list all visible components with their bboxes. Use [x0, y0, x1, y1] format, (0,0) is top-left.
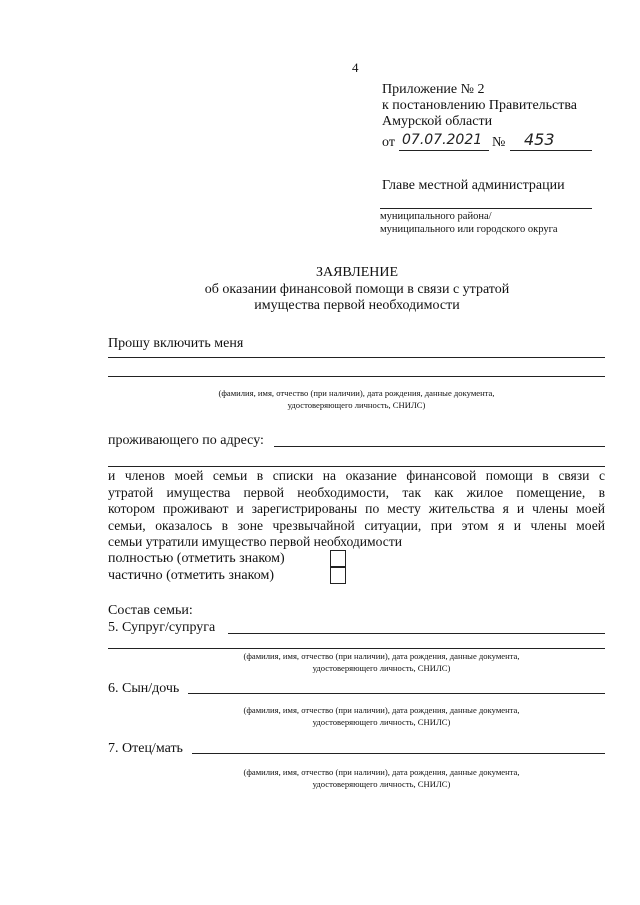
addressee-sub-1: муниципального района/	[380, 211, 492, 222]
body-line-3: котором проживают и зарегистрированы по месту жительства я и члены моей	[108, 501, 605, 517]
option-full-checkbox[interactable]	[330, 550, 346, 567]
body-line-4: семьи, оказалось в зоне чрезвычайной ситуации, при этом я и члены моей	[108, 517, 605, 533]
child-hint-1: (фамилия, имя, отчество (при наличии), дата рождения, данные документа,	[243, 705, 520, 715]
body-paragraph	[108, 468, 605, 551]
family-heading: Состав семьи:	[108, 603, 193, 618]
spouse-field-line-2[interactable]	[108, 648, 605, 649]
family-member-spouse-label: 5. Супруг/супруга	[108, 620, 216, 635]
addressee-line: Главе местной администрации	[382, 178, 565, 193]
document-subtitle-1: об оказании финансовой помощи в связи с утратой	[204, 282, 510, 297]
appendix-number-value: 453	[524, 130, 555, 149]
parent-hint-2: удостоверяющего личность, СНИЛС)	[312, 779, 451, 789]
parent-hint-1: (фамилия, имя, отчество (при наличии), дата рождения, данные документа,	[243, 767, 520, 777]
appendix-date-prefix: от	[382, 135, 395, 150]
appendix-date-value: 07.07.2021	[402, 132, 483, 148]
option-full-label: полностью (отметить знаком)	[108, 551, 285, 566]
body-line-5: семьи утратили имущество первой необходимости	[108, 534, 403, 550]
addressee-sub-2: муниципального или городского округа	[380, 224, 558, 235]
spouse-hint-1: (фамилия, имя, отчество (при наличии), дата рождения, данные документа,	[243, 651, 520, 661]
addressee-underline	[380, 208, 592, 209]
request-hint-2: удостоверяющего личность, СНИЛС)	[287, 400, 426, 410]
address-field-line-1[interactable]	[274, 446, 605, 447]
body-line-1: и членов моей семьи в списки на оказание финансовой помощи в связи с	[108, 468, 605, 483]
address-label: проживающего по адресу:	[108, 433, 264, 448]
number-underline	[510, 150, 592, 151]
page-number: 4	[352, 60, 359, 75]
appendix-line-1: Приложение № 2	[382, 82, 485, 97]
option-partial-label: частично (отметить знаком)	[108, 568, 274, 583]
child-field-line[interactable]	[188, 693, 605, 694]
spouse-field-line-1[interactable]	[228, 633, 605, 634]
child-hint-2: удостоверяющего личность, СНИЛС)	[312, 717, 451, 727]
family-member-parent-label: 7. Отец/мать	[108, 741, 183, 756]
body-line-2: утратой имущества первой необходимости, так как жилое помещение, в	[108, 484, 605, 500]
family-member-child-label: 6. Сын/дочь	[108, 681, 180, 696]
option-partial-checkbox[interactable]	[330, 567, 346, 584]
request-field-line-1[interactable]	[108, 357, 605, 358]
document-title: ЗАЯВЛЕНИЕ	[315, 265, 399, 280]
date-underline	[399, 150, 489, 151]
request-field-line-2[interactable]	[108, 376, 605, 377]
request-hint-1: (фамилия, имя, отчество (при наличии), дата рождения, данные документа,	[218, 388, 495, 398]
appendix-line-2: к постановлению Правительства	[382, 98, 578, 113]
parent-field-line[interactable]	[192, 753, 605, 754]
spouse-hint-2: удостоверяющего личность, СНИЛС)	[312, 663, 451, 673]
appendix-number-sign: №	[492, 135, 506, 150]
request-label: Прошу включить меня	[108, 336, 244, 351]
document-subtitle-2: имущества первой необходимости	[254, 298, 460, 313]
address-field-line-2[interactable]	[108, 466, 605, 467]
appendix-line-3: Амурской области	[382, 114, 493, 129]
